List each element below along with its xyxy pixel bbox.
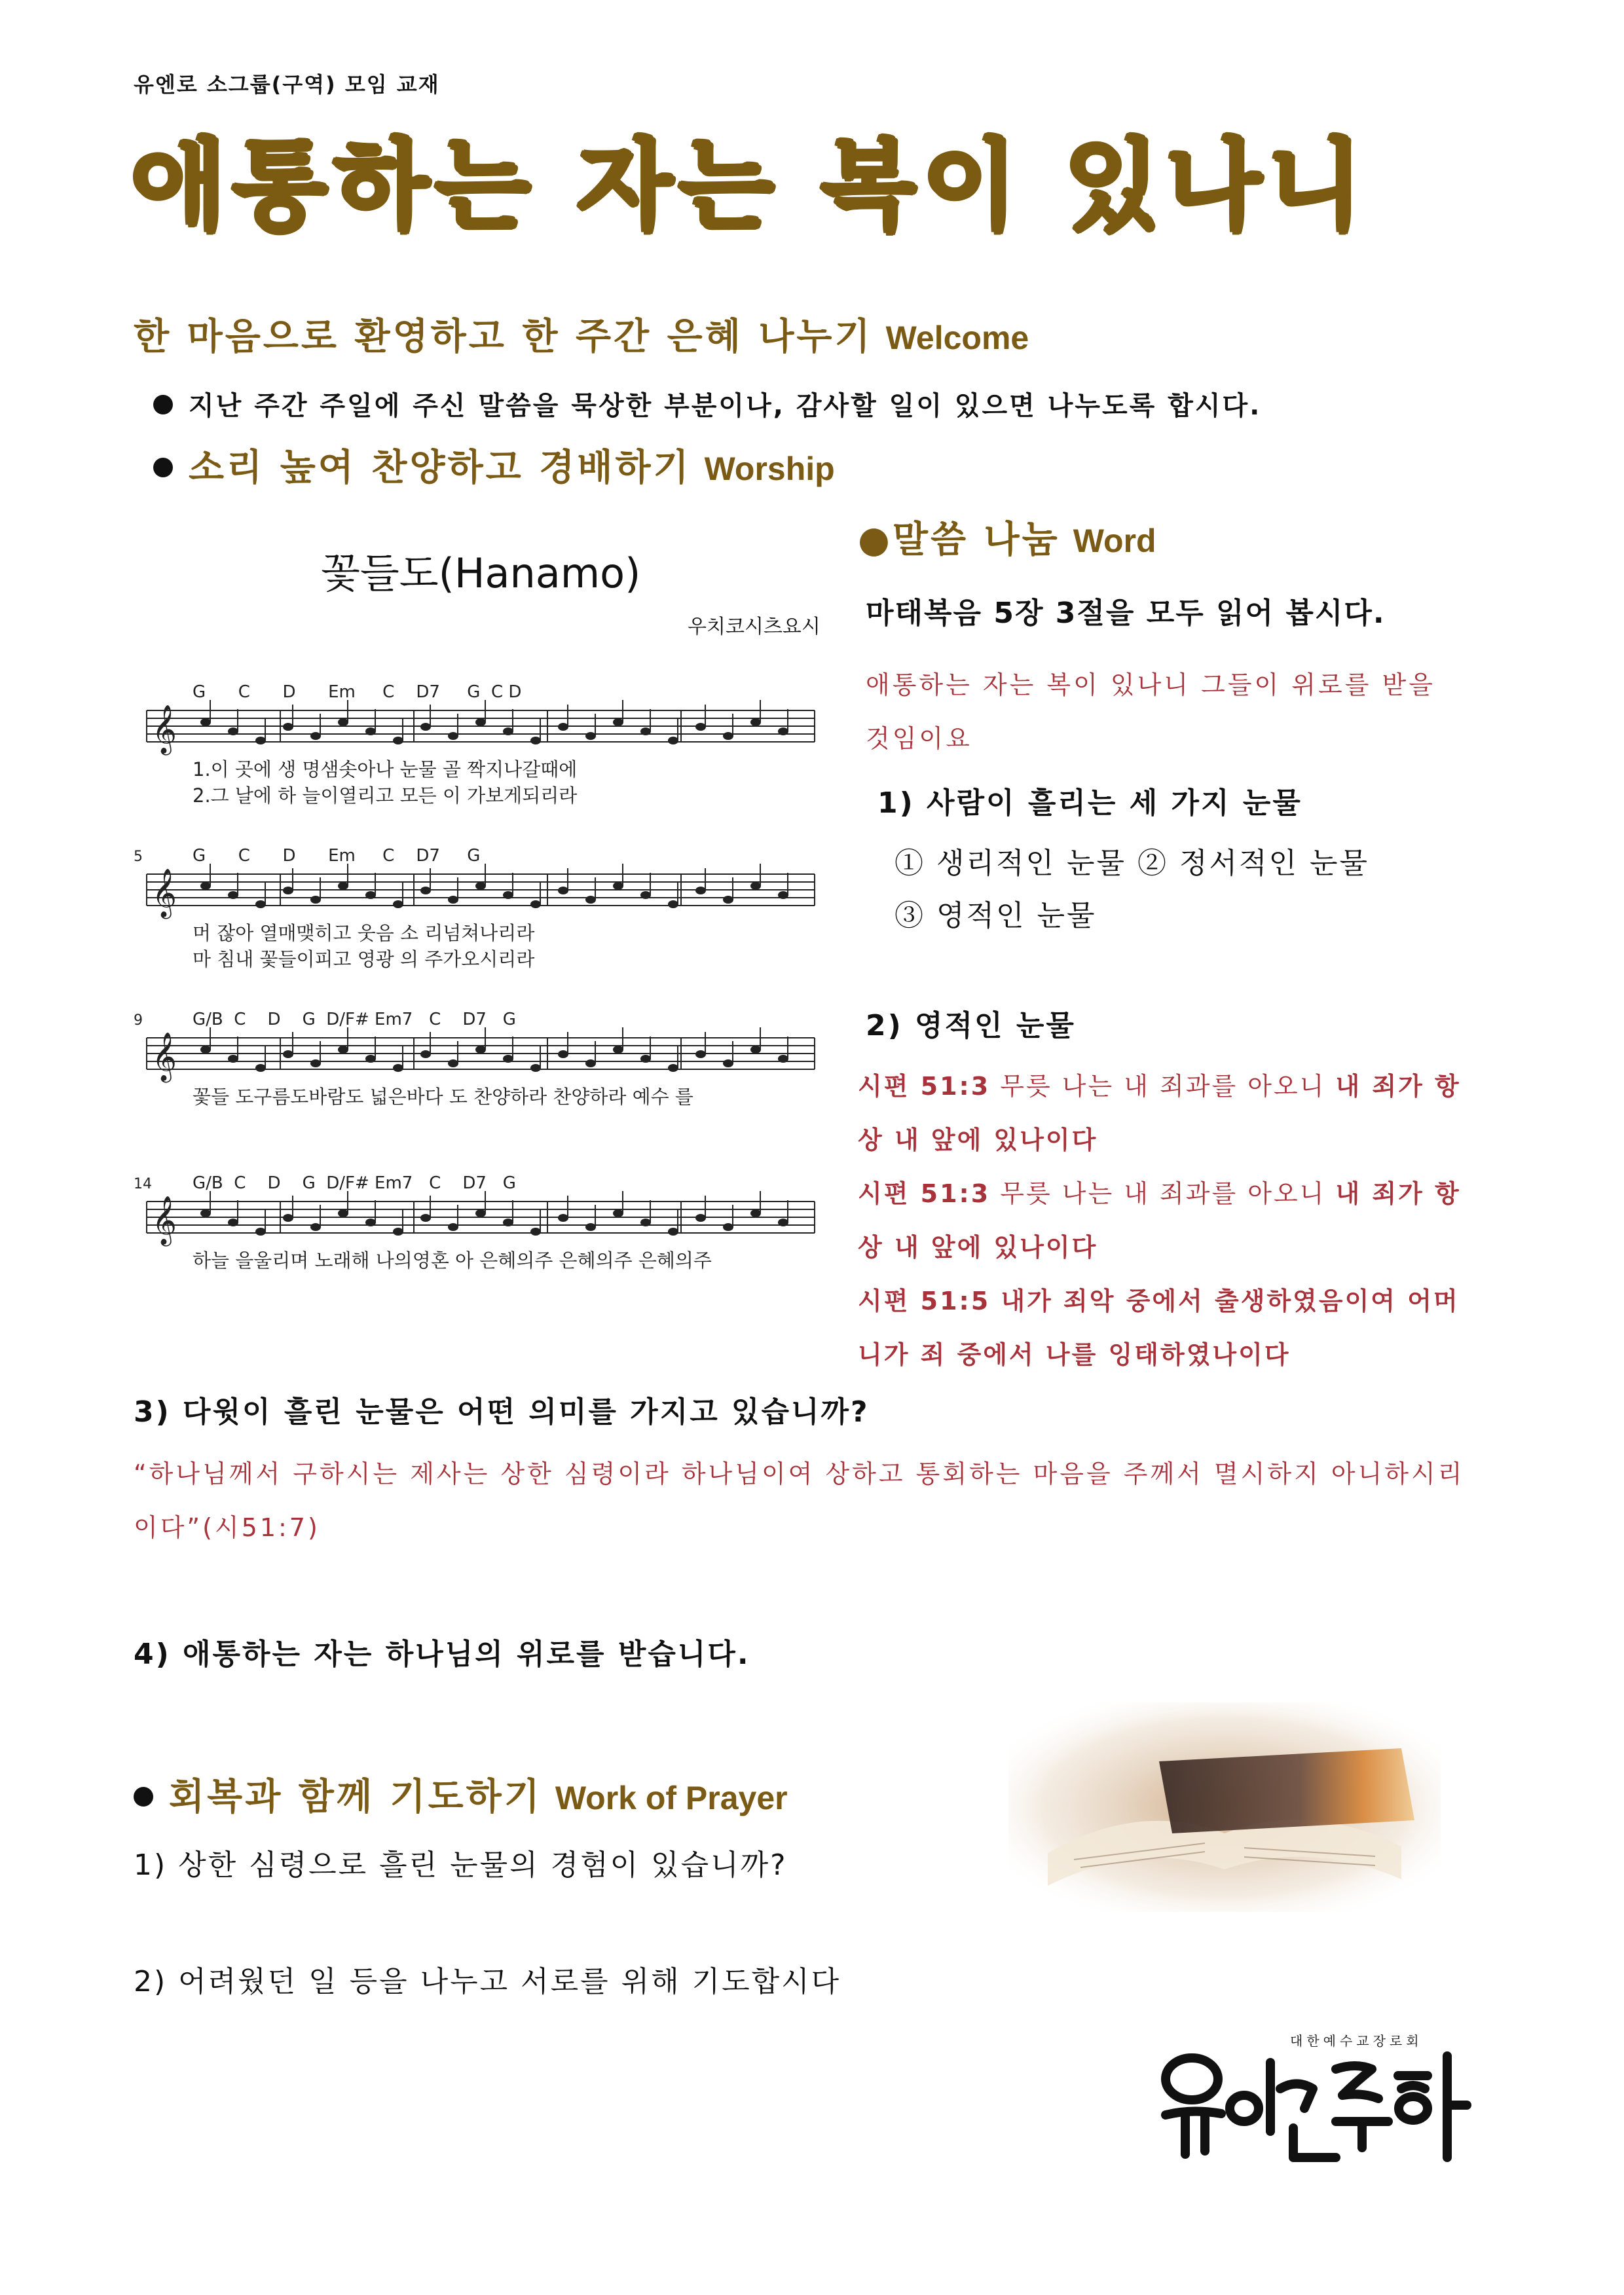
psalm-text: 무릇 나는 내 죄과를 아오니 (990, 1179, 1336, 1208)
note-head (668, 1064, 678, 1072)
note-head (613, 882, 623, 890)
chord-symbols: G C D Em C D7 G C D (193, 682, 522, 702)
note-head (393, 900, 403, 908)
note-head (338, 1209, 348, 1217)
word-heading-en: Word (1073, 523, 1156, 559)
note-head (310, 1059, 321, 1067)
note-head (448, 1223, 458, 1231)
worship-heading-en: Worship (704, 450, 835, 487)
note-head (365, 1219, 376, 1226)
measure-number: 5 (134, 849, 143, 865)
worship-heading (153, 439, 835, 491)
q4-question: 4) 애통하는 자는 하나님의 위로를 받습니다. (134, 1638, 750, 1671)
note-head (558, 887, 568, 894)
note-head (200, 718, 211, 726)
note-head (668, 1228, 678, 1236)
bullet-icon (153, 395, 173, 414)
note-head (778, 1055, 788, 1063)
prayer-heading-en: Work of Prayer (555, 1780, 788, 1816)
word-heading-ko: ●말씀 나눔 (858, 519, 1060, 561)
note-head (695, 1214, 706, 1222)
page-title: 애통하는 자는 복이 있나니 (131, 130, 1369, 244)
note-head (393, 1064, 403, 1072)
note-head (475, 1046, 486, 1054)
note-head (475, 718, 486, 726)
bullet-icon (134, 1787, 153, 1807)
logo-calligraphy-icon (1166, 2056, 1467, 2157)
note-head (778, 727, 788, 735)
note-head (750, 1046, 761, 1054)
note-head (228, 727, 238, 735)
note-head (750, 718, 761, 726)
note-head (750, 1209, 761, 1217)
note-head (420, 887, 431, 894)
chord-symbols: G/B C D G D/F# Em7 C D7 G (193, 1010, 516, 1029)
note-head (778, 1219, 788, 1226)
note-head (420, 1214, 431, 1222)
note-head (530, 1064, 541, 1072)
logo-sub: 대한예수교장로회 (1290, 2033, 1423, 2049)
welcome-heading-en: Welcome (885, 320, 1029, 356)
note-head (530, 1228, 541, 1236)
note-head (228, 1055, 238, 1063)
q3-quote: “하나님께서 구하시는 제사는 상한 심령이라 하나님이여 상하고 통회하는 마음을 주께서 멸시하지 아니하시리이다”(시51:7) (134, 1460, 1465, 1542)
lyrics-line: 머 잖아 열매맺히고 웃음 소 리넘쳐나리라 (193, 922, 535, 944)
bullet-icon (153, 458, 173, 477)
note-head (668, 900, 678, 908)
psalm-text: 내가 죄악 중에서 출생하였음이여 어머니가 죄 중에서 나를 잉태하였나이다 (858, 1287, 1460, 1369)
score-title: 꽃들도(Hanamo) (321, 549, 641, 597)
note-head (393, 737, 403, 744)
note-head (640, 727, 651, 735)
lyrics-line: 마 침내 꽃들이피고 영광 의 주가오시리라 (193, 948, 535, 970)
note-head (283, 723, 293, 731)
psalm-quote (858, 1167, 1473, 1274)
lyrics-line: 꽃들 도구름도바람도 넓은바다 도 찬양하라 찬양하라 예수 를 (193, 1086, 693, 1108)
note-head (255, 900, 266, 908)
note-head (310, 896, 321, 904)
note-head (503, 1219, 513, 1226)
note-head (503, 727, 513, 735)
tears-line-2: ③ 영적인 눈물 (895, 899, 1097, 932)
note-head (585, 1059, 596, 1067)
welcome-heading (134, 308, 1029, 360)
note-head (640, 1219, 651, 1226)
note-head (640, 1055, 651, 1063)
note-head (558, 723, 568, 731)
note-head (558, 1214, 568, 1222)
note-head (530, 737, 541, 744)
spiritual-tears-question: 2) 영적인 눈물 (866, 1009, 1076, 1042)
note-head (475, 1209, 486, 1217)
note-head (723, 896, 733, 904)
lyrics-line: 하늘 을울리며 노래해 나의영혼 아 은혜의주 은혜의주 은혜의주 (193, 1249, 712, 1272)
note-head (283, 1214, 293, 1222)
treble-clef-icon: 𝄞 (152, 1033, 177, 1081)
tears-line-1: ① 생리적인 눈물 ② 정서적인 눈물 (895, 847, 1369, 880)
note-head (750, 882, 761, 890)
note-head (200, 1046, 211, 1054)
note-head (530, 900, 541, 908)
note-head (613, 718, 623, 726)
bible-image (1008, 1702, 1441, 1912)
measure-number: 9 (134, 1012, 143, 1029)
note-head (365, 727, 376, 735)
worship-heading-ko: 소리 높여 찬양하고 경배하기 (189, 447, 692, 489)
prayer-item-2: 2) 어려웠던 일 등을 나누고 서로를 위해 기도합시다 (134, 1965, 841, 1998)
note-head (695, 1050, 706, 1058)
note-head (723, 1059, 733, 1067)
read-instruction: 마태복음 5장 3절을 모두 읽어 봅시다. (866, 597, 1386, 630)
series-label: 유엔로 소그룹(구역) 모임 교재 (134, 72, 440, 97)
church-logo (1139, 2017, 1480, 2174)
note-head (448, 1059, 458, 1067)
psalm-quote (858, 1059, 1473, 1167)
tears-question: 1) 사람이 흘리는 세 가지 눈물 (877, 786, 1302, 820)
prayer-heading (134, 1768, 788, 1820)
note-head (723, 732, 733, 740)
note-head (475, 882, 486, 890)
note-head (255, 737, 266, 744)
score-text (134, 682, 788, 1272)
note-head (255, 1064, 266, 1072)
note-head (338, 1046, 348, 1054)
psalm-quotes (858, 1059, 1473, 1382)
note-head (283, 887, 293, 894)
lyrics-line: 2.그 날에 하 늘이열리고 모든 이 가보게되리라 (193, 784, 578, 807)
note-head (200, 882, 211, 890)
note-head (228, 1219, 238, 1226)
note-head (503, 1055, 513, 1063)
psalm-text: 무릇 나는 내 죄과를 아오니 (990, 1072, 1336, 1101)
note-head (613, 1046, 623, 1054)
treble-clef-icon: 𝄞 (152, 869, 177, 917)
note-head (695, 723, 706, 731)
chord-symbols: G/B C D G D/F# Em7 C D7 G (193, 1173, 516, 1193)
treble-clef-icon: 𝄞 (152, 1196, 177, 1245)
q3-question: 3) 다윗이 흘린 눈물은 어떤 의미를 가지고 있습니까? (134, 1395, 870, 1429)
note-head (283, 1050, 293, 1058)
note-head (365, 891, 376, 899)
note-head (393, 1228, 403, 1236)
welcome-heading-ko: 한 마음으로 환영하고 한 주간 은혜 나누기 (134, 316, 873, 358)
note-head (695, 887, 706, 894)
note-head (338, 718, 348, 726)
note-head (310, 732, 321, 740)
sheet-music (134, 524, 821, 1296)
note-head (778, 891, 788, 899)
prayer-item-1: 1) 상한 심령으로 흘린 눈물의 경험이 있습니까? (134, 1848, 788, 1882)
note-head (585, 896, 596, 904)
note-head (448, 732, 458, 740)
psalm-emphasis: 내 죄가 항상 내 앞에 있나이다 (858, 1179, 1461, 1262)
note-head (558, 1050, 568, 1058)
treble-clef-icon: 𝄞 (152, 705, 177, 754)
lyrics-line: 1.이 곳에 생 명샘솟아나 눈물 골 짝지나갈때에 (193, 758, 578, 780)
prayer-heading-ko: 회복과 함께 기도하기 (169, 1776, 542, 1818)
note-head (200, 1209, 211, 1217)
note-head (255, 1228, 266, 1236)
word-heading (858, 511, 1156, 563)
note-head (723, 1223, 733, 1231)
note-head (420, 723, 431, 731)
welcome-bullet-text: 지난 주간 주일에 주신 말씀을 묵상한 부분이나, 감사할 일이 있으면 나누도록 합시다. (189, 391, 1262, 421)
chord-symbols: G C D Em C D7 G (193, 846, 481, 866)
psalm-ref: 시편 51:3 (858, 1072, 991, 1101)
note-head (585, 732, 596, 740)
note-head (365, 1055, 376, 1063)
psalm-ref: 시편 51:5 (858, 1287, 991, 1315)
note-head (310, 1223, 321, 1231)
note-head (668, 737, 678, 744)
note-head (585, 1223, 596, 1231)
psalm-quote (858, 1274, 1473, 1382)
note-head (448, 896, 458, 904)
note-head (420, 1050, 431, 1058)
note-head (613, 1209, 623, 1217)
note-head (338, 882, 348, 890)
note-head (503, 891, 513, 899)
measure-number: 14 (134, 1176, 152, 1192)
psalm-emphasis: 내 죄가 항상 내 앞에 있나이다 (858, 1072, 1461, 1154)
note-head (228, 891, 238, 899)
note-head (640, 891, 651, 899)
word-quote: 애통하는 자는 복이 있나니 그들이 위로를 받을 것임이요 (866, 670, 1435, 753)
welcome-bullet (153, 385, 1261, 422)
score-author: 우치코시츠요시 (688, 615, 821, 638)
psalm-ref: 시편 51:3 (858, 1179, 991, 1208)
